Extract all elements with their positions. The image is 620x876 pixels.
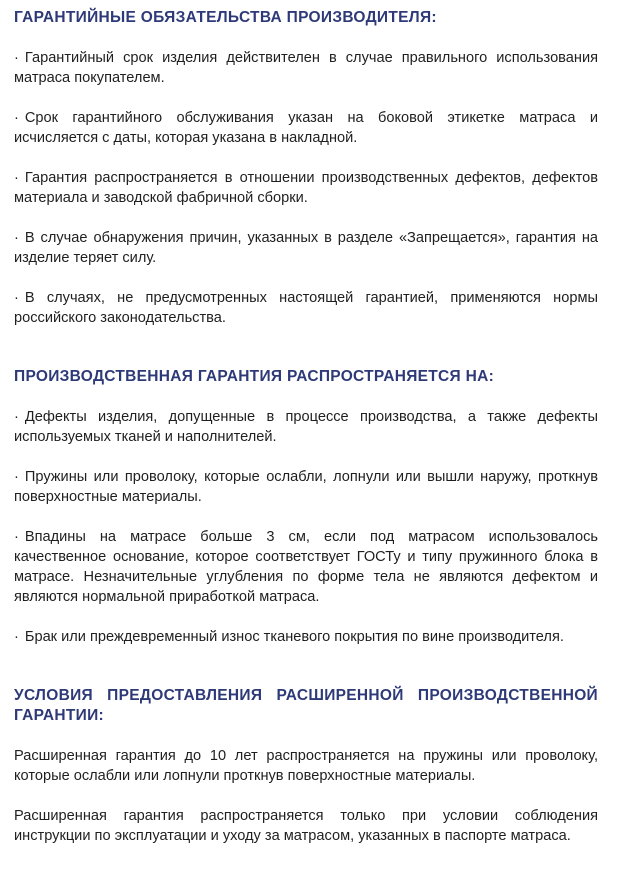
bullet-icon: · bbox=[14, 469, 19, 485]
section-title: ПРОИЗВОДСТВЕННАЯ ГАРАНТИЯ РАСПРОСТРАНЯЕТСЯ НА: bbox=[14, 368, 495, 385]
list-item bbox=[14, 288, 598, 328]
section-manufacturer-obligations bbox=[14, 8, 598, 328]
section-warranty-covers bbox=[14, 367, 598, 647]
bullet-icon: · bbox=[14, 409, 19, 425]
bullet-icon: · bbox=[14, 50, 19, 66]
item-text: Гарантия распространяется в отношении производственных дефектов, дефектов материала и заводской фабричной сборки. bbox=[14, 170, 598, 206]
paragraph: Расширенная гарантия распространяется только при условии соблюдения инструкции по эксплуатации и уходу за матрасом, указанных в паспорте матраса. bbox=[14, 808, 598, 844]
bullet-icon: · bbox=[14, 629, 19, 645]
list-item bbox=[14, 48, 598, 88]
item-text: Срок гарантийного обслуживания указан на боковой этикетке матраса и исчисляется с даты, которая указана в накладной. bbox=[14, 110, 598, 146]
item-text: Дефекты изделия, допущенные в процессе производства, а также дефекты используемых тканей и наполнителей. bbox=[14, 409, 598, 445]
bullet-icon: · bbox=[14, 230, 19, 246]
list-item bbox=[14, 407, 598, 447]
bullet-icon: · bbox=[14, 110, 19, 126]
list-item bbox=[14, 527, 598, 607]
section-extended-warranty bbox=[14, 686, 598, 846]
item-text: В случае обнаружения причин, указанных в разделе «Запрещается», гарантия на изделие теряет силу. bbox=[14, 230, 598, 266]
section-title: ГАРАНТИЙНЫЕ ОБЯЗАТЕЛЬСТВА ПРОИЗВОДИТЕЛЯ: bbox=[14, 9, 437, 26]
list-item bbox=[14, 228, 598, 268]
item-text: В случаях, не предусмотренных настоящей гарантией, применяются нормы российского законодательства. bbox=[14, 290, 598, 326]
item-text: Гарантийный срок изделия действителен в случае правильного использования матраса покупателем. bbox=[14, 50, 598, 86]
bullet-icon: · bbox=[14, 290, 19, 306]
item-text: Брак или преждевременный износ тканевого покрытия по вине производителя. bbox=[24, 629, 564, 645]
item-text: Пружины или проволоку, которые ослабли, лопнули или вышли наружу, проткнув поверхностные материалы. bbox=[14, 469, 598, 505]
list-item bbox=[14, 467, 598, 507]
paragraph: Расширенная гарантия до 10 лет распространяется на пружины или проволоку, которые ослабли или лопнули проткнув поверхностные материалы. bbox=[14, 748, 598, 784]
item-text: Впадины на матрасе больше 3 см, если под матрасом использовалось качественное основание, которое соответствует ГОСТу и типу пружинного блока в матрасе. Незначительные углубления по форме тела не являются дефектом и являются нормальной приработкой матраса. bbox=[14, 529, 598, 605]
bullet-icon: · bbox=[14, 170, 19, 186]
list-item bbox=[14, 108, 598, 148]
bullet-icon: · bbox=[14, 529, 19, 545]
section-title: УСЛОВИЯ ПРЕДОСТАВЛЕНИЯ РАСШИРЕННОЙ ПРОИЗВОДСТВЕННОЙ ГАРАНТИИ: bbox=[14, 687, 598, 724]
list-item bbox=[14, 168, 598, 208]
list-item bbox=[14, 627, 598, 647]
